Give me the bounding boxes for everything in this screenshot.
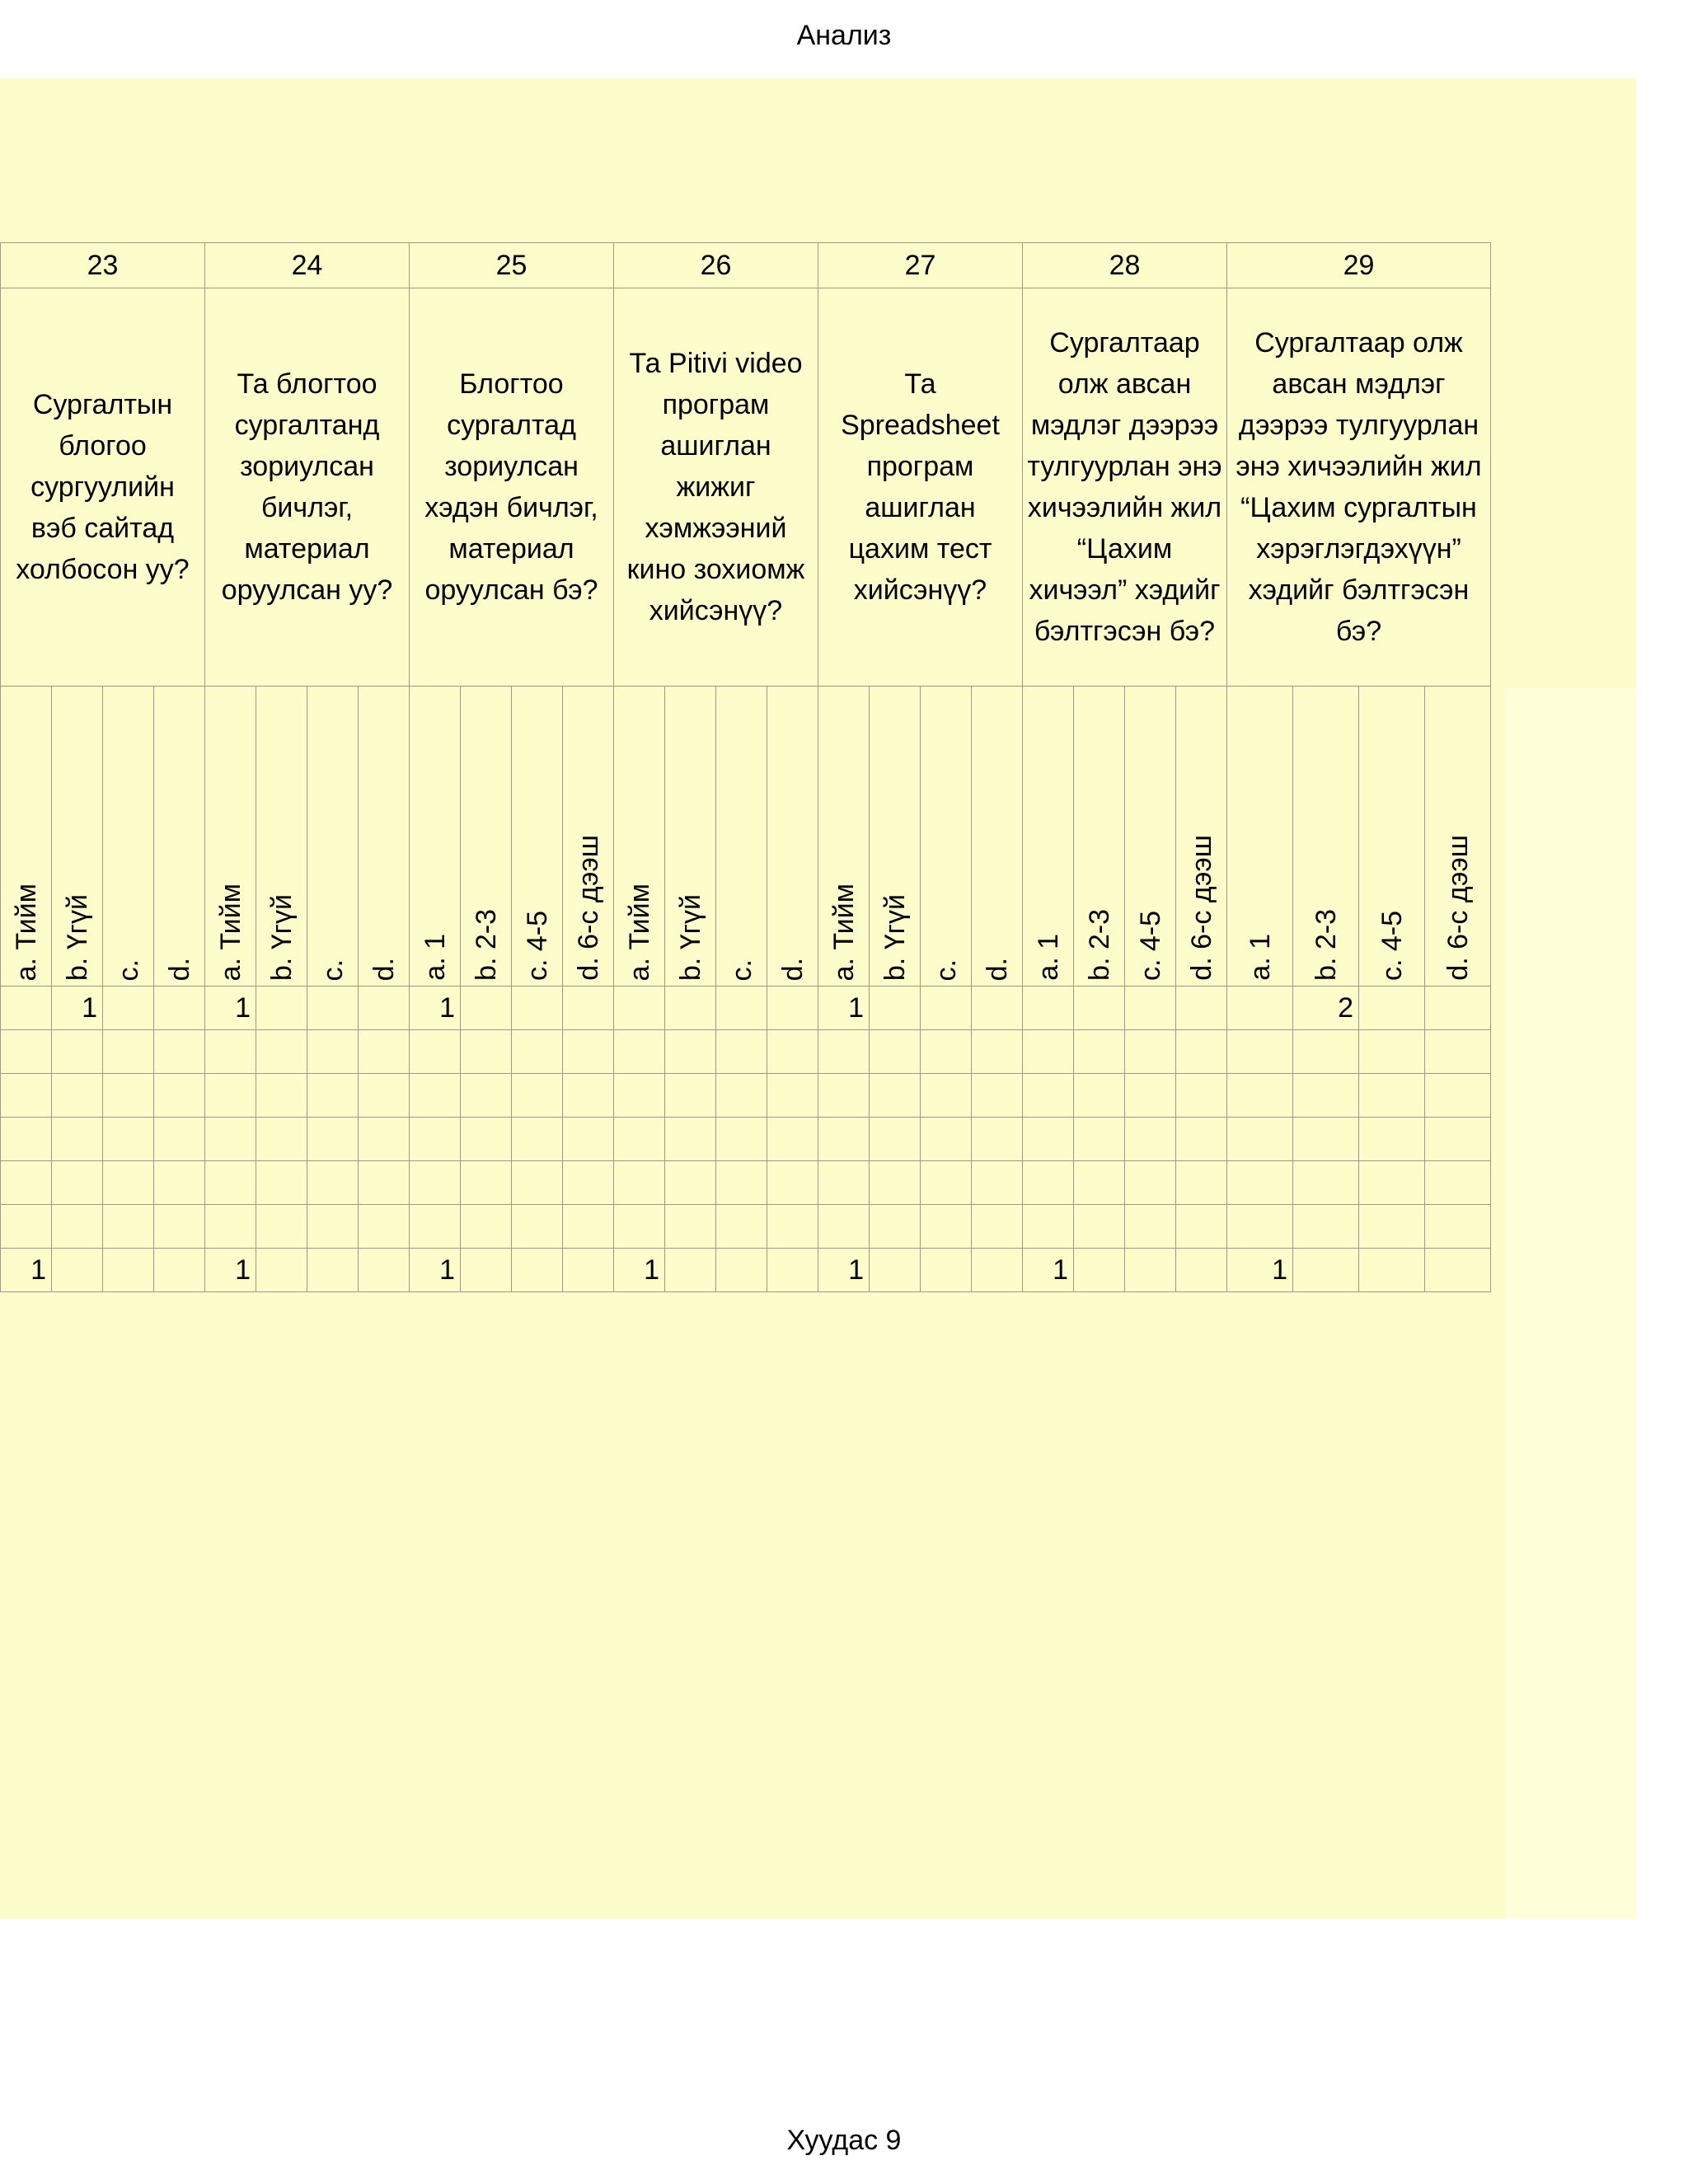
answer-options-row: [1, 687, 1491, 987]
table-cell: [870, 987, 921, 1030]
question-text: Та блогтоо сургалтанд зориулсан бичлэг, материал оруулсан уу?: [205, 288, 410, 687]
answer-option-cell: [1125, 687, 1176, 987]
question-number: 27: [818, 243, 1023, 288]
table-cell: [921, 1074, 972, 1118]
survey-table: [0, 242, 1491, 1292]
table-cell: [461, 1074, 512, 1118]
table-cell: [307, 987, 359, 1030]
table-cell: [614, 1161, 665, 1205]
table-cell: [461, 1118, 512, 1161]
table-cell: [1074, 1161, 1125, 1205]
question-number: 26: [614, 243, 818, 288]
table-cell: [716, 1074, 767, 1118]
table-cell: [1425, 987, 1491, 1030]
table-cell: [665, 1205, 716, 1249]
table-cell: [307, 1249, 359, 1292]
table-cell: [359, 1030, 410, 1074]
table-cell: [1293, 1161, 1359, 1205]
table-cell: [1227, 1074, 1293, 1118]
table-cell: [563, 1030, 614, 1074]
table-cell: [52, 1074, 103, 1118]
answer-option-label: d. 6-с дээш: [1442, 835, 1474, 981]
table-cell: [921, 1030, 972, 1074]
table-cell: [52, 1030, 103, 1074]
table-cell: [256, 1249, 307, 1292]
table-cell: [512, 1074, 563, 1118]
table-cell: [972, 1249, 1023, 1292]
table-cell: [359, 1249, 410, 1292]
table-row: [1, 1118, 1491, 1161]
table-cell: [1176, 987, 1227, 1030]
table-cell: [1125, 987, 1176, 1030]
table-cell: [103, 1161, 154, 1205]
table-cell: [52, 1249, 103, 1292]
table-cell: [1227, 1030, 1293, 1074]
answer-option-cell: [716, 687, 767, 987]
table-cell: 1: [205, 1249, 256, 1292]
answer-option-cell: [665, 687, 716, 987]
answer-option-label: d. 6-с дээш: [572, 835, 604, 981]
table-cell: [307, 1030, 359, 1074]
table-cell: [52, 1205, 103, 1249]
question-text: Блогтоо сургалтад зориулсан хэдэн бичлэг, материал оруулсан бэ?: [410, 288, 614, 687]
table-cell: [154, 1118, 205, 1161]
table-cell: [665, 1118, 716, 1161]
table-cell: [767, 1030, 818, 1074]
answer-option-cell: [1176, 687, 1227, 987]
answer-option-label: d. 6-с дээш: [1185, 835, 1217, 981]
table-cell: [1425, 1030, 1491, 1074]
table-cell: [1125, 1205, 1176, 1249]
question-text: Та Pitivi video програм ашиглан жижиг хэмжээний кино зохиомж хийсэнүү?: [614, 288, 818, 687]
table-cell: [972, 1118, 1023, 1161]
table-cell: [921, 1118, 972, 1161]
table-cell: 1: [818, 987, 870, 1030]
answer-option-label: a. 1: [1032, 934, 1064, 981]
table-cell: [870, 1030, 921, 1074]
answer-option-cell: [563, 687, 614, 987]
table-cell: [205, 1030, 256, 1074]
table-cell: [716, 987, 767, 1030]
table-cell: [1023, 1205, 1074, 1249]
table-cell: [1, 1161, 52, 1205]
answer-option-cell: [1, 687, 52, 987]
table-cell: [103, 1030, 154, 1074]
table-cell: [665, 987, 716, 1030]
table-cell: [512, 1118, 563, 1161]
question-number: 25: [410, 243, 614, 288]
answer-option-cell: [52, 687, 103, 987]
answer-option-label: a. Тийм: [10, 883, 42, 981]
table-cell: [767, 1074, 818, 1118]
table-cell: [1125, 1249, 1176, 1292]
table-cell: [103, 1074, 154, 1118]
table-cell: [410, 1118, 461, 1161]
question-text: Та Spreadsheet програм ашиглан цахим тест хийсэнүү?: [818, 288, 1023, 687]
answer-option-cell: [410, 687, 461, 987]
table-cell: [665, 1074, 716, 1118]
table-cell: [1023, 1161, 1074, 1205]
table-cell: [1176, 1118, 1227, 1161]
answer-option-cell: [1023, 687, 1074, 987]
table-cell: [52, 1161, 103, 1205]
table-cell: [1, 1205, 52, 1249]
table-cell: [767, 1161, 818, 1205]
question-text-row: [1, 288, 1491, 687]
table-cell: [1176, 1074, 1227, 1118]
table-cell: [1023, 1118, 1074, 1161]
table-cell: [359, 1161, 410, 1205]
table-cell: [563, 1118, 614, 1161]
table-cell: [307, 1205, 359, 1249]
page-title: Анализ: [796, 20, 892, 51]
table-cell: [256, 1205, 307, 1249]
table-cell: [767, 1249, 818, 1292]
table-cell: [614, 987, 665, 1030]
table-cell: [1176, 1249, 1227, 1292]
question-number: 24: [205, 243, 410, 288]
table-cell: [512, 1030, 563, 1074]
answer-option-label: b. 2-3: [1310, 909, 1342, 981]
table-cell: [614, 1118, 665, 1161]
question-text: Сургалтын блогоо сургуулийн вэб сайтад холбосон уу?: [1, 288, 205, 687]
table-cell: [154, 1074, 205, 1118]
table-cell: [256, 1161, 307, 1205]
table-cell: 1: [205, 987, 256, 1030]
table-cell: [1, 1030, 52, 1074]
table-cell: 1: [614, 1249, 665, 1292]
table-cell: [1074, 1249, 1125, 1292]
table-cell: [1176, 1161, 1227, 1205]
table-cell: [716, 1205, 767, 1249]
table-cell: [103, 1118, 154, 1161]
table-cell: [154, 1205, 205, 1249]
table-cell: [1125, 1161, 1176, 1205]
answer-option-cell: [103, 687, 154, 987]
table-cell: [103, 987, 154, 1030]
table-cell: [1074, 987, 1125, 1030]
table-cell: [461, 1030, 512, 1074]
table-cell: [410, 1030, 461, 1074]
table-cell: [1227, 987, 1293, 1030]
table-cell: [512, 1249, 563, 1292]
table-cell: [665, 1161, 716, 1205]
table-cell: [359, 1118, 410, 1161]
table-cell: [205, 1118, 256, 1161]
table-cell: [154, 987, 205, 1030]
table-cell: [154, 1249, 205, 1292]
answer-option-label: c. 4-5: [1134, 910, 1166, 981]
answer-option-label: b. Үгүй: [674, 893, 706, 981]
table-cell: [614, 1205, 665, 1249]
table-cell: 1: [1023, 1249, 1074, 1292]
table-cell: [1359, 1205, 1425, 1249]
table-cell: [1125, 1118, 1176, 1161]
table-cell: [870, 1118, 921, 1161]
table-cell: [1176, 1030, 1227, 1074]
table-cell: [512, 1205, 563, 1249]
table-cell: [870, 1074, 921, 1118]
table-row: [1, 1161, 1491, 1205]
table-cell: [512, 1161, 563, 1205]
table-cell: [307, 1161, 359, 1205]
table-cell: [256, 1074, 307, 1118]
answer-option-cell: [1293, 687, 1359, 987]
table-cell: [1074, 1030, 1125, 1074]
answer-option-cell: [359, 687, 410, 987]
table-cell: [972, 1030, 1023, 1074]
table-cell: [1227, 1161, 1293, 1205]
table-cell: [1293, 1249, 1359, 1292]
question-number: 28: [1023, 243, 1227, 288]
table-cell: [410, 1205, 461, 1249]
table-cell: [1425, 1118, 1491, 1161]
table-cell: [1425, 1205, 1491, 1249]
table-cell: [870, 1249, 921, 1292]
answer-option-cell: [1074, 687, 1125, 987]
table-cell: 2: [1293, 987, 1359, 1030]
table-cell: [205, 1205, 256, 1249]
answer-option-label: d.: [163, 957, 195, 981]
answer-option-label: c. 4-5: [521, 910, 553, 981]
table-cell: [410, 1074, 461, 1118]
table-cell: [563, 1249, 614, 1292]
table-cell: [870, 1161, 921, 1205]
table-cell: [716, 1249, 767, 1292]
answer-option-cell: [1227, 687, 1293, 987]
table-row: [1, 1030, 1491, 1074]
table-cell: [154, 1161, 205, 1205]
answer-option-cell: [1359, 687, 1425, 987]
answer-option-label: a. Тийм: [828, 883, 860, 981]
table-cell: [563, 1161, 614, 1205]
table-cell: [205, 1161, 256, 1205]
table-cell: [818, 1161, 870, 1205]
answer-option-label: c.: [930, 958, 962, 981]
table-cell: [921, 1249, 972, 1292]
table-cell: [818, 1205, 870, 1249]
table-cell: [563, 1205, 614, 1249]
table-cell: [1023, 1074, 1074, 1118]
table-cell: [1359, 1118, 1425, 1161]
table-row: [1, 987, 1491, 1030]
answer-option-label: b. Үгүй: [61, 893, 93, 981]
table-cell: 1: [818, 1249, 870, 1292]
table-cell: [307, 1074, 359, 1118]
table-cell: [818, 1030, 870, 1074]
table-cell: [972, 1205, 1023, 1249]
answer-option-cell: [154, 687, 205, 987]
answer-option-label: b. 2-3: [470, 909, 502, 981]
question-text: Сургалтаар олж авсан мэдлэг дээрээ тулгуурлан энэ хичээлийн жил “Цахим сургалтын хэрэглэгдэхүүн” хэдийг бэлтгэсэн бэ?: [1227, 288, 1491, 687]
answer-option-label: a. 1: [1244, 934, 1276, 981]
answer-option-cell: [205, 687, 256, 987]
question-text: Сургалтаар олж авсан мэдлэг дээрээ тулгуурлан энэ хичээлийн жил “Цахим хичээл” хэдийг бэлтгэсэн бэ?: [1023, 288, 1227, 687]
answer-option-label: c.: [316, 958, 349, 981]
table-cell: [563, 1074, 614, 1118]
answer-option-cell: [307, 687, 359, 987]
table-cell: [1074, 1118, 1125, 1161]
table-cell: [921, 1161, 972, 1205]
table-cell: [461, 1205, 512, 1249]
table-cell: [614, 1074, 665, 1118]
table-cell: [1227, 1118, 1293, 1161]
table-cell: [1176, 1205, 1227, 1249]
table-cell: [1359, 1249, 1425, 1292]
table-row: [1, 1249, 1491, 1292]
answer-option-cell: [870, 687, 921, 987]
answer-option-label: b. Үгүй: [879, 893, 911, 981]
answer-option-label: d.: [776, 957, 809, 981]
table-cell: 1: [1, 1249, 52, 1292]
table-cell: [1293, 1030, 1359, 1074]
table-row: [1, 1205, 1491, 1249]
table-cell: [1125, 1030, 1176, 1074]
answer-option-cell: [921, 687, 972, 987]
table-cell: [103, 1249, 154, 1292]
table-cell: [461, 1249, 512, 1292]
answer-option-label: a. Тийм: [623, 883, 655, 981]
table-cell: [716, 1118, 767, 1161]
table-cell: [716, 1030, 767, 1074]
answer-option-label: c. 4-5: [1376, 910, 1408, 981]
table-cell: [52, 1118, 103, 1161]
table-cell: [614, 1030, 665, 1074]
table-cell: 1: [52, 987, 103, 1030]
table-cell: [972, 1074, 1023, 1118]
table-cell: [205, 1074, 256, 1118]
answer-option-cell: [256, 687, 307, 987]
table-cell: [972, 987, 1023, 1030]
table-cell: [665, 1249, 716, 1292]
table-cell: [512, 987, 563, 1030]
table-cell: [972, 1161, 1023, 1205]
table-cell: 1: [410, 987, 461, 1030]
table-cell: [1023, 1030, 1074, 1074]
table-cell: [1023, 987, 1074, 1030]
table-cell: [1425, 1249, 1491, 1292]
table-cell: [1, 1118, 52, 1161]
question-number: 23: [1, 243, 205, 288]
answer-option-cell: [818, 687, 870, 987]
table-cell: [1, 987, 52, 1030]
answer-option-cell: [767, 687, 818, 987]
table-cell: [307, 1118, 359, 1161]
table-cell: [154, 1030, 205, 1074]
table-cell: [818, 1074, 870, 1118]
table-cell: [1074, 1074, 1125, 1118]
answer-option-label: b. Үгүй: [265, 893, 298, 981]
table-cell: 1: [1227, 1249, 1293, 1292]
table-cell: [1425, 1074, 1491, 1118]
answer-option-cell: [972, 687, 1023, 987]
answer-option-cell: [461, 687, 512, 987]
answer-option-label: c.: [112, 958, 144, 981]
table-cell: [461, 1161, 512, 1205]
table-cell: [359, 987, 410, 1030]
table-cell: [1125, 1074, 1176, 1118]
table-cell: [767, 1118, 818, 1161]
answer-option-cell: [512, 687, 563, 987]
table-cell: [1359, 1161, 1425, 1205]
answer-option-label: d.: [981, 957, 1013, 981]
table-row: [1, 1074, 1491, 1118]
table-cell: 1: [410, 1249, 461, 1292]
table-cell: [103, 1205, 154, 1249]
table-cell: [870, 1205, 921, 1249]
answer-option-label: d.: [368, 957, 400, 981]
table-cell: [1074, 1205, 1125, 1249]
table-cell: [256, 1030, 307, 1074]
table-cell: [921, 1205, 972, 1249]
table-cell: [1, 1074, 52, 1118]
answer-option-label: a. 1: [419, 934, 451, 981]
table-cell: [921, 987, 972, 1030]
table-cell: [767, 1205, 818, 1249]
page-number: Хуудас 9: [786, 2125, 902, 2156]
table-cell: [359, 1074, 410, 1118]
answer-option-cell: [614, 687, 665, 987]
table-cell: [716, 1161, 767, 1205]
table-cell: [256, 987, 307, 1030]
table-cell: [359, 1205, 410, 1249]
answer-option-label: c.: [725, 958, 757, 981]
table-cell: [410, 1161, 461, 1205]
table-cell: [665, 1030, 716, 1074]
table-cell: [1227, 1205, 1293, 1249]
table-cell: [1359, 987, 1425, 1030]
table-cell: [818, 1118, 870, 1161]
answer-option-cell: [1425, 687, 1491, 987]
table-cell: [563, 987, 614, 1030]
question-number-row: [1, 243, 1491, 288]
table-cell: [1293, 1074, 1359, 1118]
answer-option-label: a. Тийм: [214, 883, 246, 981]
question-number: 29: [1227, 243, 1491, 288]
table-cell: [1293, 1118, 1359, 1161]
table-cell: [256, 1118, 307, 1161]
table-cell: [767, 987, 818, 1030]
answer-option-label: b. 2-3: [1083, 909, 1115, 981]
table-cell: [1359, 1030, 1425, 1074]
table-cell: [1293, 1205, 1359, 1249]
table-cell: [461, 987, 512, 1030]
table-cell: [1425, 1161, 1491, 1205]
table-cell: [1359, 1074, 1425, 1118]
